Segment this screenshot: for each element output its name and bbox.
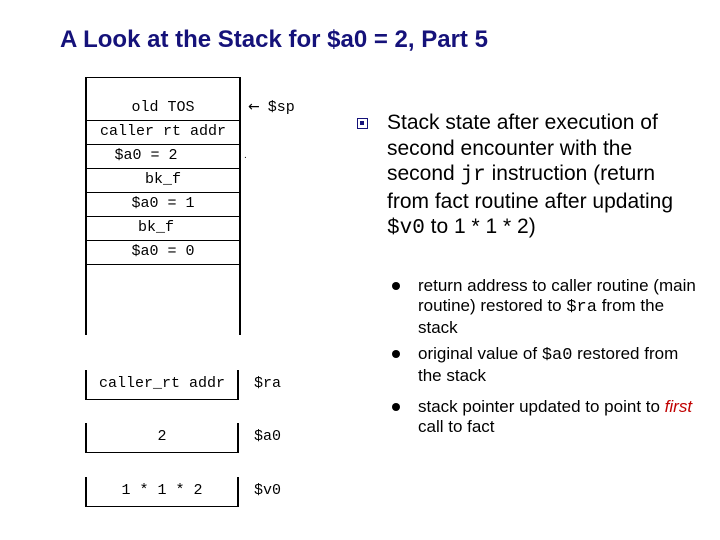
round-bullet-icon: [392, 403, 400, 411]
stack-slot-a0-2: $a0 = 2: [114, 147, 178, 164]
stack-divider: [87, 144, 239, 145]
left-arrow-icon: ←: [248, 99, 260, 115]
stack-slot-caller-rt-addr: caller rt addr: [99, 123, 227, 140]
sub-bullet-text: stack pointer updated to point to first call to fact: [418, 397, 693, 436]
slide-title: A Look at the Stack for $a0 = 2, Part 5: [60, 26, 488, 53]
stack-pointer-label: [248, 98, 295, 116]
stack-divider: [87, 168, 239, 169]
stack-divider: [87, 120, 239, 121]
marker-dot: .: [244, 150, 247, 161]
stack-divider: [87, 192, 239, 193]
stack-slot-a0-0: $a0 = 0: [131, 243, 195, 260]
register-ra-label: $ra: [254, 375, 282, 392]
register-a0-box: 2: [85, 423, 239, 453]
stack-slot-bk-f: bk_f: [144, 171, 181, 188]
sp-label: $sp: [267, 99, 295, 116]
round-bullet-icon: [392, 282, 400, 290]
sub-bullet-text: original value of $a0 restored from the stack: [418, 344, 679, 385]
main-bullet-text: [387, 110, 687, 242]
main-bullet-part: to 1 * 1 * 2): [424, 215, 536, 238]
square-bullet-icon: [357, 118, 368, 129]
round-bullet-icon: [392, 350, 400, 358]
stack-divider: [87, 216, 239, 217]
register-v0-box: 1 * 1 * 2: [85, 477, 239, 507]
main-bullet-code: jr: [460, 164, 486, 187]
register-ra-box: caller_rt addr: [85, 370, 239, 400]
main-bullet-part: instruction (return from fact routine after updating: [387, 162, 673, 213]
stack-slot-a0-1: $a0 = 1: [131, 195, 195, 212]
register-a0-label: $a0: [254, 428, 282, 445]
stack-slot-bk-f: bk_f: [137, 219, 174, 236]
stack-right-wall: [239, 77, 241, 335]
stack-divider: [87, 264, 239, 265]
sub-bullet-text: return address to caller routine (main routine) restored to $ra from the stack: [418, 276, 696, 337]
stack-divider: [87, 240, 239, 241]
stack-slot-old-tos: old TOS: [131, 99, 195, 116]
main-bullet-part: Stack state after execution of second encounter with the second: [387, 111, 658, 185]
register-v0-label: $v0: [254, 482, 282, 499]
main-bullet-code: $v0: [387, 217, 425, 240]
stack-top-border: [85, 77, 241, 78]
